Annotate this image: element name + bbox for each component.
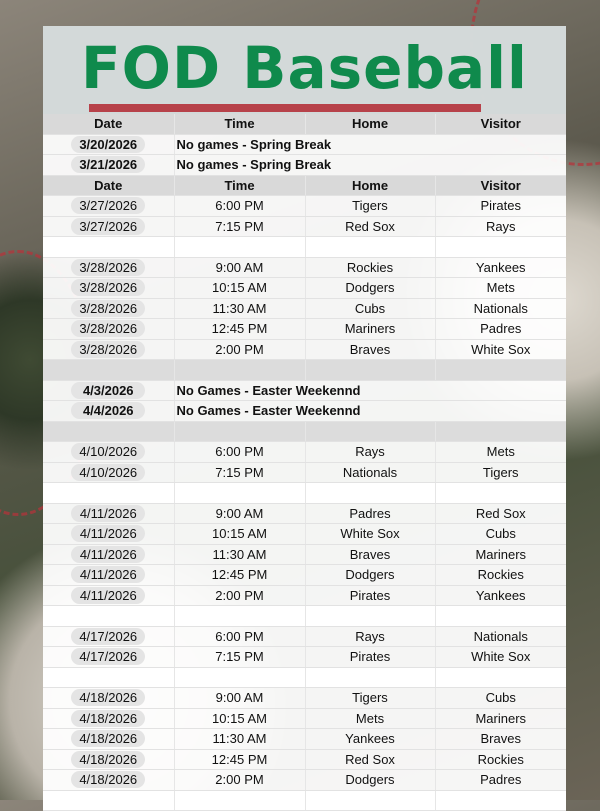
- time-cell: 10:15 AM: [174, 278, 305, 299]
- home-team-cell: Yankees: [305, 729, 435, 750]
- visitor-team-cell: Red Sox: [435, 503, 566, 524]
- empty-cell: [174, 360, 305, 381]
- date-cell: [43, 380, 174, 401]
- date-pill: 4/11/2026: [71, 505, 145, 522]
- game-row: [43, 585, 566, 606]
- empty-cell: [435, 606, 566, 627]
- game-row: [43, 257, 566, 278]
- date-cell: [43, 729, 174, 750]
- date-cell: [43, 155, 174, 176]
- visitor-team-cell: Nationals: [435, 298, 566, 319]
- notice-row: [43, 401, 566, 422]
- game-row: [43, 298, 566, 319]
- empty-cell: [305, 790, 435, 811]
- date-pill: 4/11/2026: [71, 566, 145, 583]
- date-cell: [43, 626, 174, 647]
- notice-row: [43, 155, 566, 176]
- home-team-cell: Rays: [305, 442, 435, 463]
- date-cell: [43, 585, 174, 606]
- date-cell: [43, 647, 174, 668]
- game-row: [43, 749, 566, 770]
- table-header-row: [43, 114, 566, 134]
- time-cell: 9:00 AM: [174, 257, 305, 278]
- time-cell: 2:00 PM: [174, 585, 305, 606]
- visitor-team-cell: Cubs: [435, 688, 566, 709]
- date-pill: 4/3/2026: [71, 382, 145, 399]
- date-cell: [43, 196, 174, 217]
- page-title: FOD Baseball: [81, 34, 528, 102]
- visitor-team-cell: Pirates: [435, 196, 566, 217]
- visitor-team-cell: White Sox: [435, 647, 566, 668]
- date-cell: [43, 339, 174, 360]
- date-pill: 3/27/2026: [71, 197, 145, 214]
- empty-cell: [174, 606, 305, 627]
- date-cell: [43, 442, 174, 463]
- time-cell: 6:00 PM: [174, 442, 305, 463]
- time-cell: 10:15 AM: [174, 524, 305, 545]
- empty-cell: [43, 790, 174, 811]
- visitor-team-cell: Rockies: [435, 565, 566, 586]
- home-team-cell: Tigers: [305, 196, 435, 217]
- visitor-team-cell: Mariners: [435, 708, 566, 729]
- date-pill: 4/17/2026: [71, 648, 145, 665]
- home-team-cell: Braves: [305, 544, 435, 565]
- visitor-team-cell: Tigers: [435, 462, 566, 483]
- empty-cell: [174, 237, 305, 258]
- time-cell: 6:00 PM: [174, 626, 305, 647]
- header-date: Date: [43, 114, 174, 134]
- notice-text: No Games - Easter Weekennd: [174, 401, 566, 422]
- time-cell: 9:00 AM: [174, 503, 305, 524]
- empty-cell: [43, 606, 174, 627]
- date-pill: 3/28/2026: [71, 279, 145, 296]
- home-team-cell: Rays: [305, 626, 435, 647]
- visitor-team-cell: Rockies: [435, 749, 566, 770]
- notice-row: [43, 380, 566, 401]
- time-cell: 2:00 PM: [174, 770, 305, 791]
- date-cell: [43, 708, 174, 729]
- game-row: [43, 708, 566, 729]
- header-time: Time: [174, 175, 305, 196]
- date-cell: [43, 319, 174, 340]
- game-row: [43, 462, 566, 483]
- visitor-team-cell: Yankees: [435, 585, 566, 606]
- date-pill: 4/11/2026: [71, 587, 145, 604]
- notice-text: No Games - Easter Weekennd: [174, 380, 566, 401]
- visitor-team-cell: Mets: [435, 442, 566, 463]
- home-team-cell: Mets: [305, 708, 435, 729]
- date-cell: [43, 688, 174, 709]
- time-cell: 7:15 PM: [174, 216, 305, 237]
- game-row: [43, 544, 566, 565]
- notice-text: No games - Spring Break: [174, 134, 566, 155]
- empty-cell: [435, 237, 566, 258]
- game-row: [43, 770, 566, 791]
- date-cell: [43, 401, 174, 422]
- time-cell: 7:15 PM: [174, 462, 305, 483]
- date-pill: 4/11/2026: [71, 525, 145, 542]
- home-team-cell: Red Sox: [305, 216, 435, 237]
- visitor-team-cell: Cubs: [435, 524, 566, 545]
- visitor-team-cell: Yankees: [435, 257, 566, 278]
- home-team-cell: Tigers: [305, 688, 435, 709]
- spacer-row: [43, 790, 566, 811]
- empty-cell: [305, 360, 435, 381]
- date-pill: 4/18/2026: [71, 710, 145, 727]
- home-team-cell: Red Sox: [305, 749, 435, 770]
- date-pill: 3/21/2026: [71, 156, 145, 173]
- empty-cell: [43, 483, 174, 504]
- game-row: [43, 319, 566, 340]
- date-pill: 4/18/2026: [71, 771, 145, 788]
- date-pill: 4/18/2026: [71, 689, 145, 706]
- spacer-row: [43, 421, 566, 442]
- game-row: [43, 442, 566, 463]
- visitor-team-cell: Rays: [435, 216, 566, 237]
- empty-cell: [435, 790, 566, 811]
- header-home: Home: [305, 175, 435, 196]
- spacer-row: [43, 667, 566, 688]
- header-time: Time: [174, 114, 305, 134]
- time-cell: 2:00 PM: [174, 339, 305, 360]
- home-team-cell: Padres: [305, 503, 435, 524]
- empty-cell: [305, 483, 435, 504]
- header-visitor: Visitor: [435, 114, 566, 134]
- home-team-cell: Dodgers: [305, 770, 435, 791]
- game-row: [43, 729, 566, 750]
- empty-cell: [435, 667, 566, 688]
- date-cell: [43, 503, 174, 524]
- date-cell: [43, 216, 174, 237]
- time-cell: 6:00 PM: [174, 196, 305, 217]
- home-team-cell: Dodgers: [305, 565, 435, 586]
- empty-cell: [43, 421, 174, 442]
- game-row: [43, 647, 566, 668]
- time-cell: 9:00 AM: [174, 688, 305, 709]
- date-pill: 4/17/2026: [71, 628, 145, 645]
- spacer-row: [43, 237, 566, 258]
- date-pill: 3/28/2026: [71, 300, 145, 317]
- visitor-team-cell: Padres: [435, 770, 566, 791]
- time-cell: 11:30 AM: [174, 544, 305, 565]
- spacer-row: [43, 360, 566, 381]
- home-team-cell: Cubs: [305, 298, 435, 319]
- date-cell: [43, 278, 174, 299]
- header-date: Date: [43, 175, 174, 196]
- home-team-cell: Mariners: [305, 319, 435, 340]
- game-row: [43, 503, 566, 524]
- date-cell: [43, 749, 174, 770]
- empty-cell: [174, 667, 305, 688]
- date-pill: 4/10/2026: [71, 464, 145, 481]
- home-team-cell: White Sox: [305, 524, 435, 545]
- spacer-row: [43, 606, 566, 627]
- date-cell: [43, 257, 174, 278]
- game-row: [43, 196, 566, 217]
- date-pill: 3/28/2026: [71, 259, 145, 276]
- date-pill: 3/27/2026: [71, 218, 145, 235]
- time-cell: 7:15 PM: [174, 647, 305, 668]
- date-cell: [43, 544, 174, 565]
- time-cell: 12:45 PM: [174, 565, 305, 586]
- visitor-team-cell: Mariners: [435, 544, 566, 565]
- schedule-table: [43, 114, 566, 811]
- header-home: Home: [305, 114, 435, 134]
- visitor-team-cell: White Sox: [435, 339, 566, 360]
- date-cell: [43, 565, 174, 586]
- empty-cell: [43, 237, 174, 258]
- title-underline: [89, 104, 481, 112]
- empty-cell: [305, 667, 435, 688]
- time-cell: 10:15 AM: [174, 708, 305, 729]
- visitor-team-cell: Padres: [435, 319, 566, 340]
- empty-cell: [174, 790, 305, 811]
- empty-cell: [305, 606, 435, 627]
- game-row: [43, 524, 566, 545]
- time-cell: 12:45 PM: [174, 749, 305, 770]
- home-team-cell: Braves: [305, 339, 435, 360]
- visitor-team-cell: Nationals: [435, 626, 566, 647]
- empty-cell: [435, 421, 566, 442]
- date-pill: 4/10/2026: [71, 443, 145, 460]
- date-pill: 4/18/2026: [71, 730, 145, 747]
- game-row: [43, 216, 566, 237]
- time-cell: 11:30 AM: [174, 729, 305, 750]
- home-team-cell: Nationals: [305, 462, 435, 483]
- date-pill: 4/11/2026: [71, 546, 145, 563]
- home-team-cell: Dodgers: [305, 278, 435, 299]
- visitor-team-cell: Braves: [435, 729, 566, 750]
- empty-cell: [305, 237, 435, 258]
- notice-row: [43, 134, 566, 155]
- date-pill: 3/28/2026: [71, 320, 145, 337]
- notice-text: No games - Spring Break: [174, 155, 566, 176]
- empty-cell: [305, 421, 435, 442]
- date-pill: 4/4/2026: [71, 402, 145, 419]
- game-row: [43, 278, 566, 299]
- date-cell: [43, 770, 174, 791]
- visitor-team-cell: Mets: [435, 278, 566, 299]
- empty-cell: [43, 360, 174, 381]
- home-team-cell: Pirates: [305, 647, 435, 668]
- home-team-cell: Pirates: [305, 585, 435, 606]
- date-pill: 3/28/2026: [71, 341, 145, 358]
- spacer-row: [43, 483, 566, 504]
- empty-cell: [174, 483, 305, 504]
- time-cell: 11:30 AM: [174, 298, 305, 319]
- date-pill: 4/18/2026: [71, 751, 145, 768]
- home-team-cell: Rockies: [305, 257, 435, 278]
- empty-cell: [174, 421, 305, 442]
- empty-cell: [435, 483, 566, 504]
- date-pill: 3/20/2026: [71, 136, 145, 153]
- game-row: [43, 688, 566, 709]
- game-row: [43, 565, 566, 586]
- game-row: [43, 339, 566, 360]
- date-cell: [43, 462, 174, 483]
- time-cell: 12:45 PM: [174, 319, 305, 340]
- date-cell: [43, 524, 174, 545]
- header-visitor: Visitor: [435, 175, 566, 196]
- date-cell: [43, 134, 174, 155]
- schedule-sheet: [43, 26, 566, 800]
- game-row: [43, 626, 566, 647]
- empty-cell: [43, 667, 174, 688]
- table-header-row: [43, 175, 566, 196]
- date-cell: [43, 298, 174, 319]
- empty-cell: [435, 360, 566, 381]
